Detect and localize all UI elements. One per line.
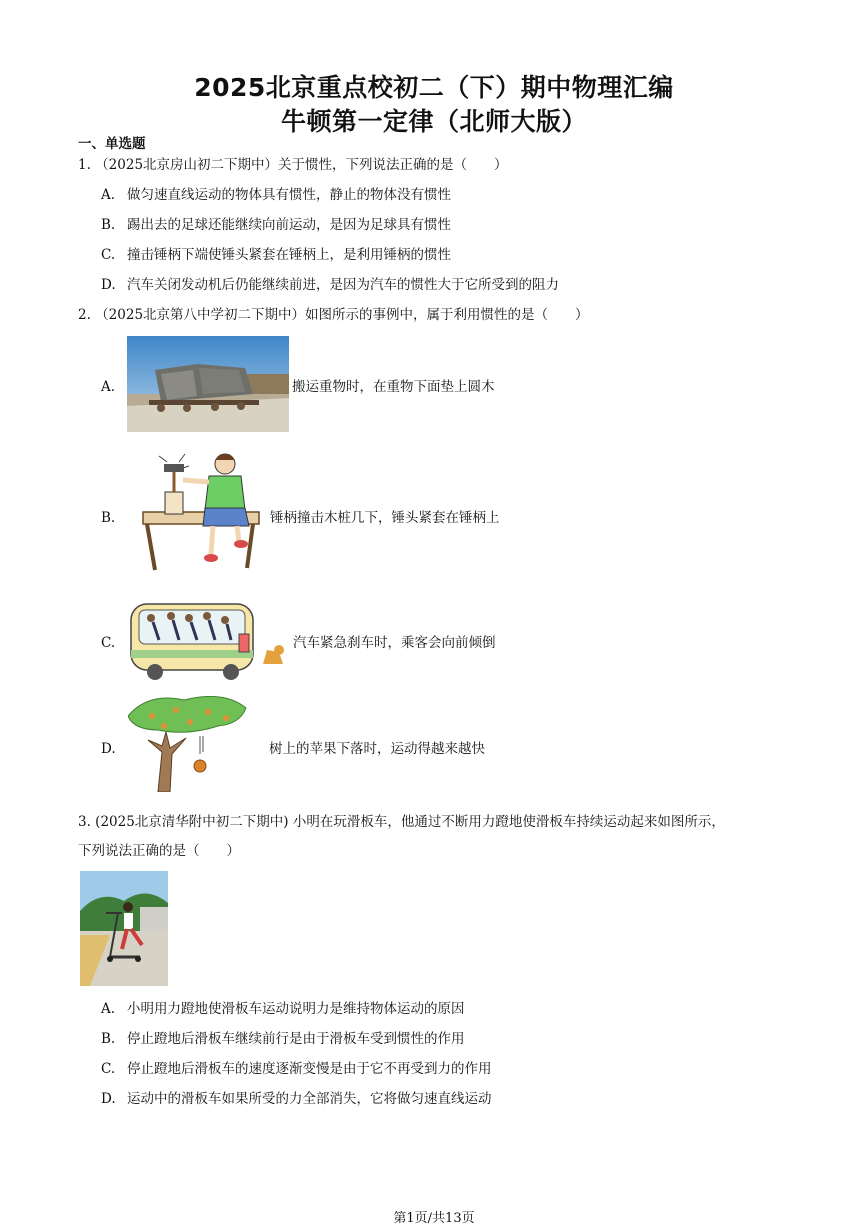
q2-option-d-text: 树上的苹果下落时，运动得越来越快 xyxy=(269,741,485,757)
q2-option-b-text: 锤柄撞击木桩几下，锤头紧套在锤柄上 xyxy=(270,510,500,526)
apple-tree-drawing xyxy=(128,696,252,792)
q3-option-a: A. 小明用力蹬地使滑板车运动说明力是维持物体运动的原因 xyxy=(101,1001,465,1017)
q3-stem-line2: 下列说法正确的是（ ） xyxy=(78,843,240,859)
q3-stem-line1: 3. (2025北京清华附中初二下期中) 小明在玩滑板车，他通过不断用力蹬地使滑板车持续运动起来如图所示， xyxy=(78,814,725,830)
q3-option-d: D. 运动中的滑板车如果所受的力全部消失，它将做匀速直线运动 xyxy=(101,1091,492,1107)
stones-on-logs-photo xyxy=(127,336,289,432)
q2-option-c-letter: C. xyxy=(101,635,116,651)
q1-option-d: D. 汽车关闭发动机后仍能继续前进，是因为汽车的惯性大于它所受到的阻力 xyxy=(101,277,559,293)
bus-braking-drawing xyxy=(127,598,292,683)
q1-stem: 1. （2025北京房山初二下期中）关于惯性，下列说法正确的是（ ） xyxy=(78,157,508,173)
q2-option-a-letter: A. xyxy=(101,379,116,395)
q3-option-c: C. 停止蹬地后滑板车的速度逐渐变慢是由于它不再受到力的作用 xyxy=(101,1061,492,1077)
section-heading: 一、单选题 xyxy=(78,136,146,152)
document-title-line2: 牛顿第一定律（北师大版） xyxy=(280,107,587,136)
q2-option-a-text: 搬运重物时，在重物下面垫上圆木 xyxy=(292,379,495,395)
hammer-on-bench-drawing xyxy=(137,450,265,572)
q1-option-a: A. 做匀速直线运动的物体具有惯性，静止的物体没有惯性 xyxy=(101,187,451,203)
q3-option-b: B. 停止蹬地后滑板车继续前行是由于滑板车受到惯性的作用 xyxy=(101,1031,465,1047)
page-footer: 第1页/共13页 xyxy=(393,1211,475,1226)
scooter-boy-photo xyxy=(80,871,168,986)
document-title-line1: 2025北京重点校初二（下）期中物理汇编 xyxy=(194,73,674,102)
q1-option-c: C. 撞击锤柄下端使锤头紧套在锤柄上，是利用锤柄的惯性 xyxy=(101,247,451,263)
q2-option-b-letter: B. xyxy=(101,510,116,526)
q2-option-c-text: 汽车紧急刹车时，乘客会向前倾倒 xyxy=(293,635,496,651)
q2-stem: 2. （2025北京第八中学初二下期中）如图所示的事例中，属于利用惯性的是（ ） xyxy=(78,307,589,323)
q1-option-b: B. 踢出去的足球还能继续向前运动，是因为足球具有惯性 xyxy=(101,217,451,233)
q2-option-d-letter: D. xyxy=(101,741,116,757)
